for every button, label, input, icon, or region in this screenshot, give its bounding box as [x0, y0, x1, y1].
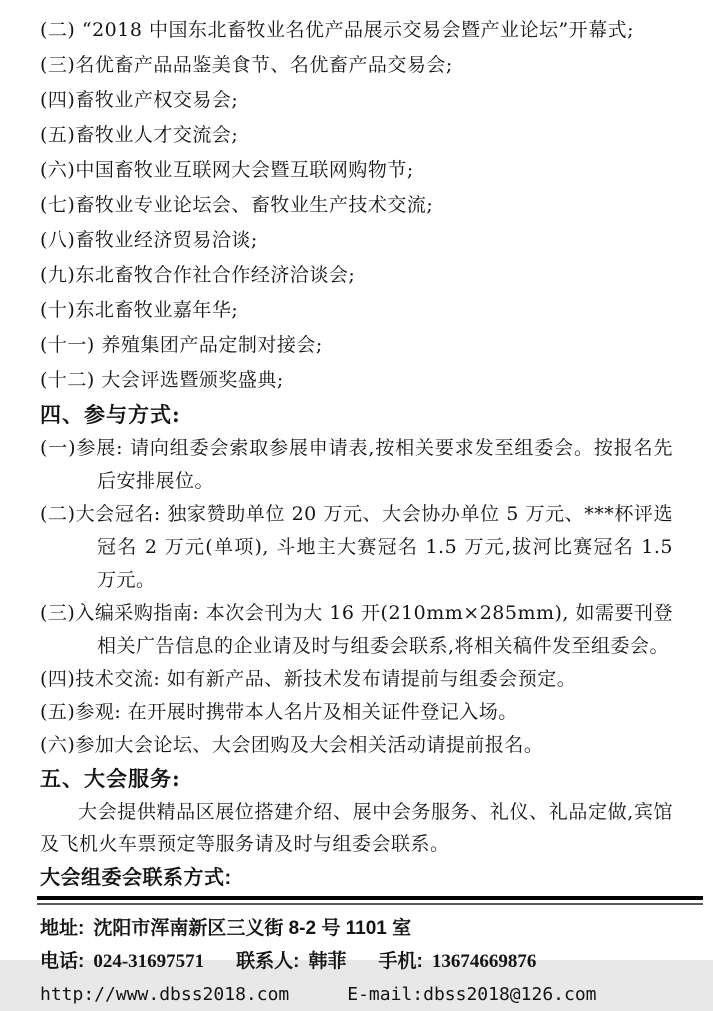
- email-address: E-mail:dbss2018@126.com: [347, 984, 597, 1005]
- agenda-item: (十一) 养殖集团产品定制对接会;: [40, 334, 323, 356]
- agenda-item: (十二) 大会评选暨颁奖盛典;: [40, 369, 284, 391]
- agenda-item: (二) “2018 中国东北畜牧业名优产品展示交易会暨产业论坛”开幕式;: [40, 19, 635, 41]
- address-label: 地址:: [40, 918, 85, 939]
- agenda-item: (五)畜牧业人才交流会;: [40, 124, 239, 146]
- agenda-item: (七)畜牧业专业论坛会、畜牧业生产技术交流;: [40, 194, 434, 216]
- mobile-value: 13674669876: [431, 951, 537, 972]
- section4-item: (一)参展: 请向组委会索取参展申请表,按相关要求发至组委会。按报名先后安排展位。: [40, 437, 673, 492]
- address-value: 沈阳市浑南新区三义街 8-2 号 1101 室: [93, 918, 412, 939]
- website-url: http://www.dbss2018.com: [40, 984, 290, 1005]
- section4-list: [40, 432, 673, 762]
- address-pair: [40, 912, 411, 945]
- agenda-item: (八)畜牧业经济贸易洽谈;: [40, 229, 258, 251]
- section4-item: (五)参观: 在开展时携带本人名片及相关证件登记入场。: [40, 701, 518, 723]
- agenda-item: (九)东北畜牧合作社合作经济洽谈会;: [40, 264, 356, 286]
- agenda-item: (十)东北畜牧业嘉年华;: [40, 299, 239, 321]
- mobile-pair: [379, 945, 537, 978]
- phone-pair: [40, 945, 204, 978]
- contact-web-row: [40, 978, 673, 1011]
- phone-value: 024-31697571: [93, 951, 205, 972]
- double-rule-divider: [37, 896, 703, 905]
- agenda-item: (六)中国畜牧业互联网大会暨互联网购物节;: [40, 159, 414, 181]
- person-pair: [236, 945, 346, 978]
- person-label: 联系人:: [236, 951, 300, 972]
- section4-item: (四)技术交流: 如有新产品、新技术发布请提前与组委会预定。: [40, 668, 577, 690]
- phone-label: 电话:: [40, 951, 85, 972]
- contact-phone-row: [40, 945, 673, 978]
- section4-item: (六)参加大会论坛、大会团购及大会相关活动请提前报名。: [40, 734, 544, 756]
- person-value: 韩菲: [308, 951, 347, 972]
- section5-heading: 五、大会服务:: [40, 766, 181, 791]
- section4-item: (二)大会冠名: 独家赞助单位 20 万元、大会协办单位 5 万元、***杯评选冠名 2 万元(单项), 斗地主大赛冠名 1.5 万元,拔河比赛冠名 1.5 万元。: [40, 503, 673, 591]
- section5-body: 大会提供精品区展位搭建介绍、展中会务服务、礼仪、礼品定做,宾馆及飞机火车票预定等服务请及时与组委会联系。: [40, 801, 673, 855]
- contact-address-row: [40, 912, 673, 945]
- section4-heading: 四、参与方式:: [40, 402, 181, 427]
- section4-item: (三)入编采购指南: 本次会刊为大 16 开(210mm×285mm), 如需要刊登相关广告信息的企业请及时与组委会联系,将相关稿件发至组委会。: [40, 602, 673, 657]
- agenda-item: (四)畜牧业产权交易会;: [40, 89, 239, 111]
- agenda-item: (三)名优畜产品品鉴美食节、名优畜产品交易会;: [40, 54, 453, 76]
- mobile-label: 手机:: [378, 951, 423, 972]
- contact-heading: 大会组委会联系方式:: [40, 867, 232, 889]
- agenda-list: [40, 13, 673, 398]
